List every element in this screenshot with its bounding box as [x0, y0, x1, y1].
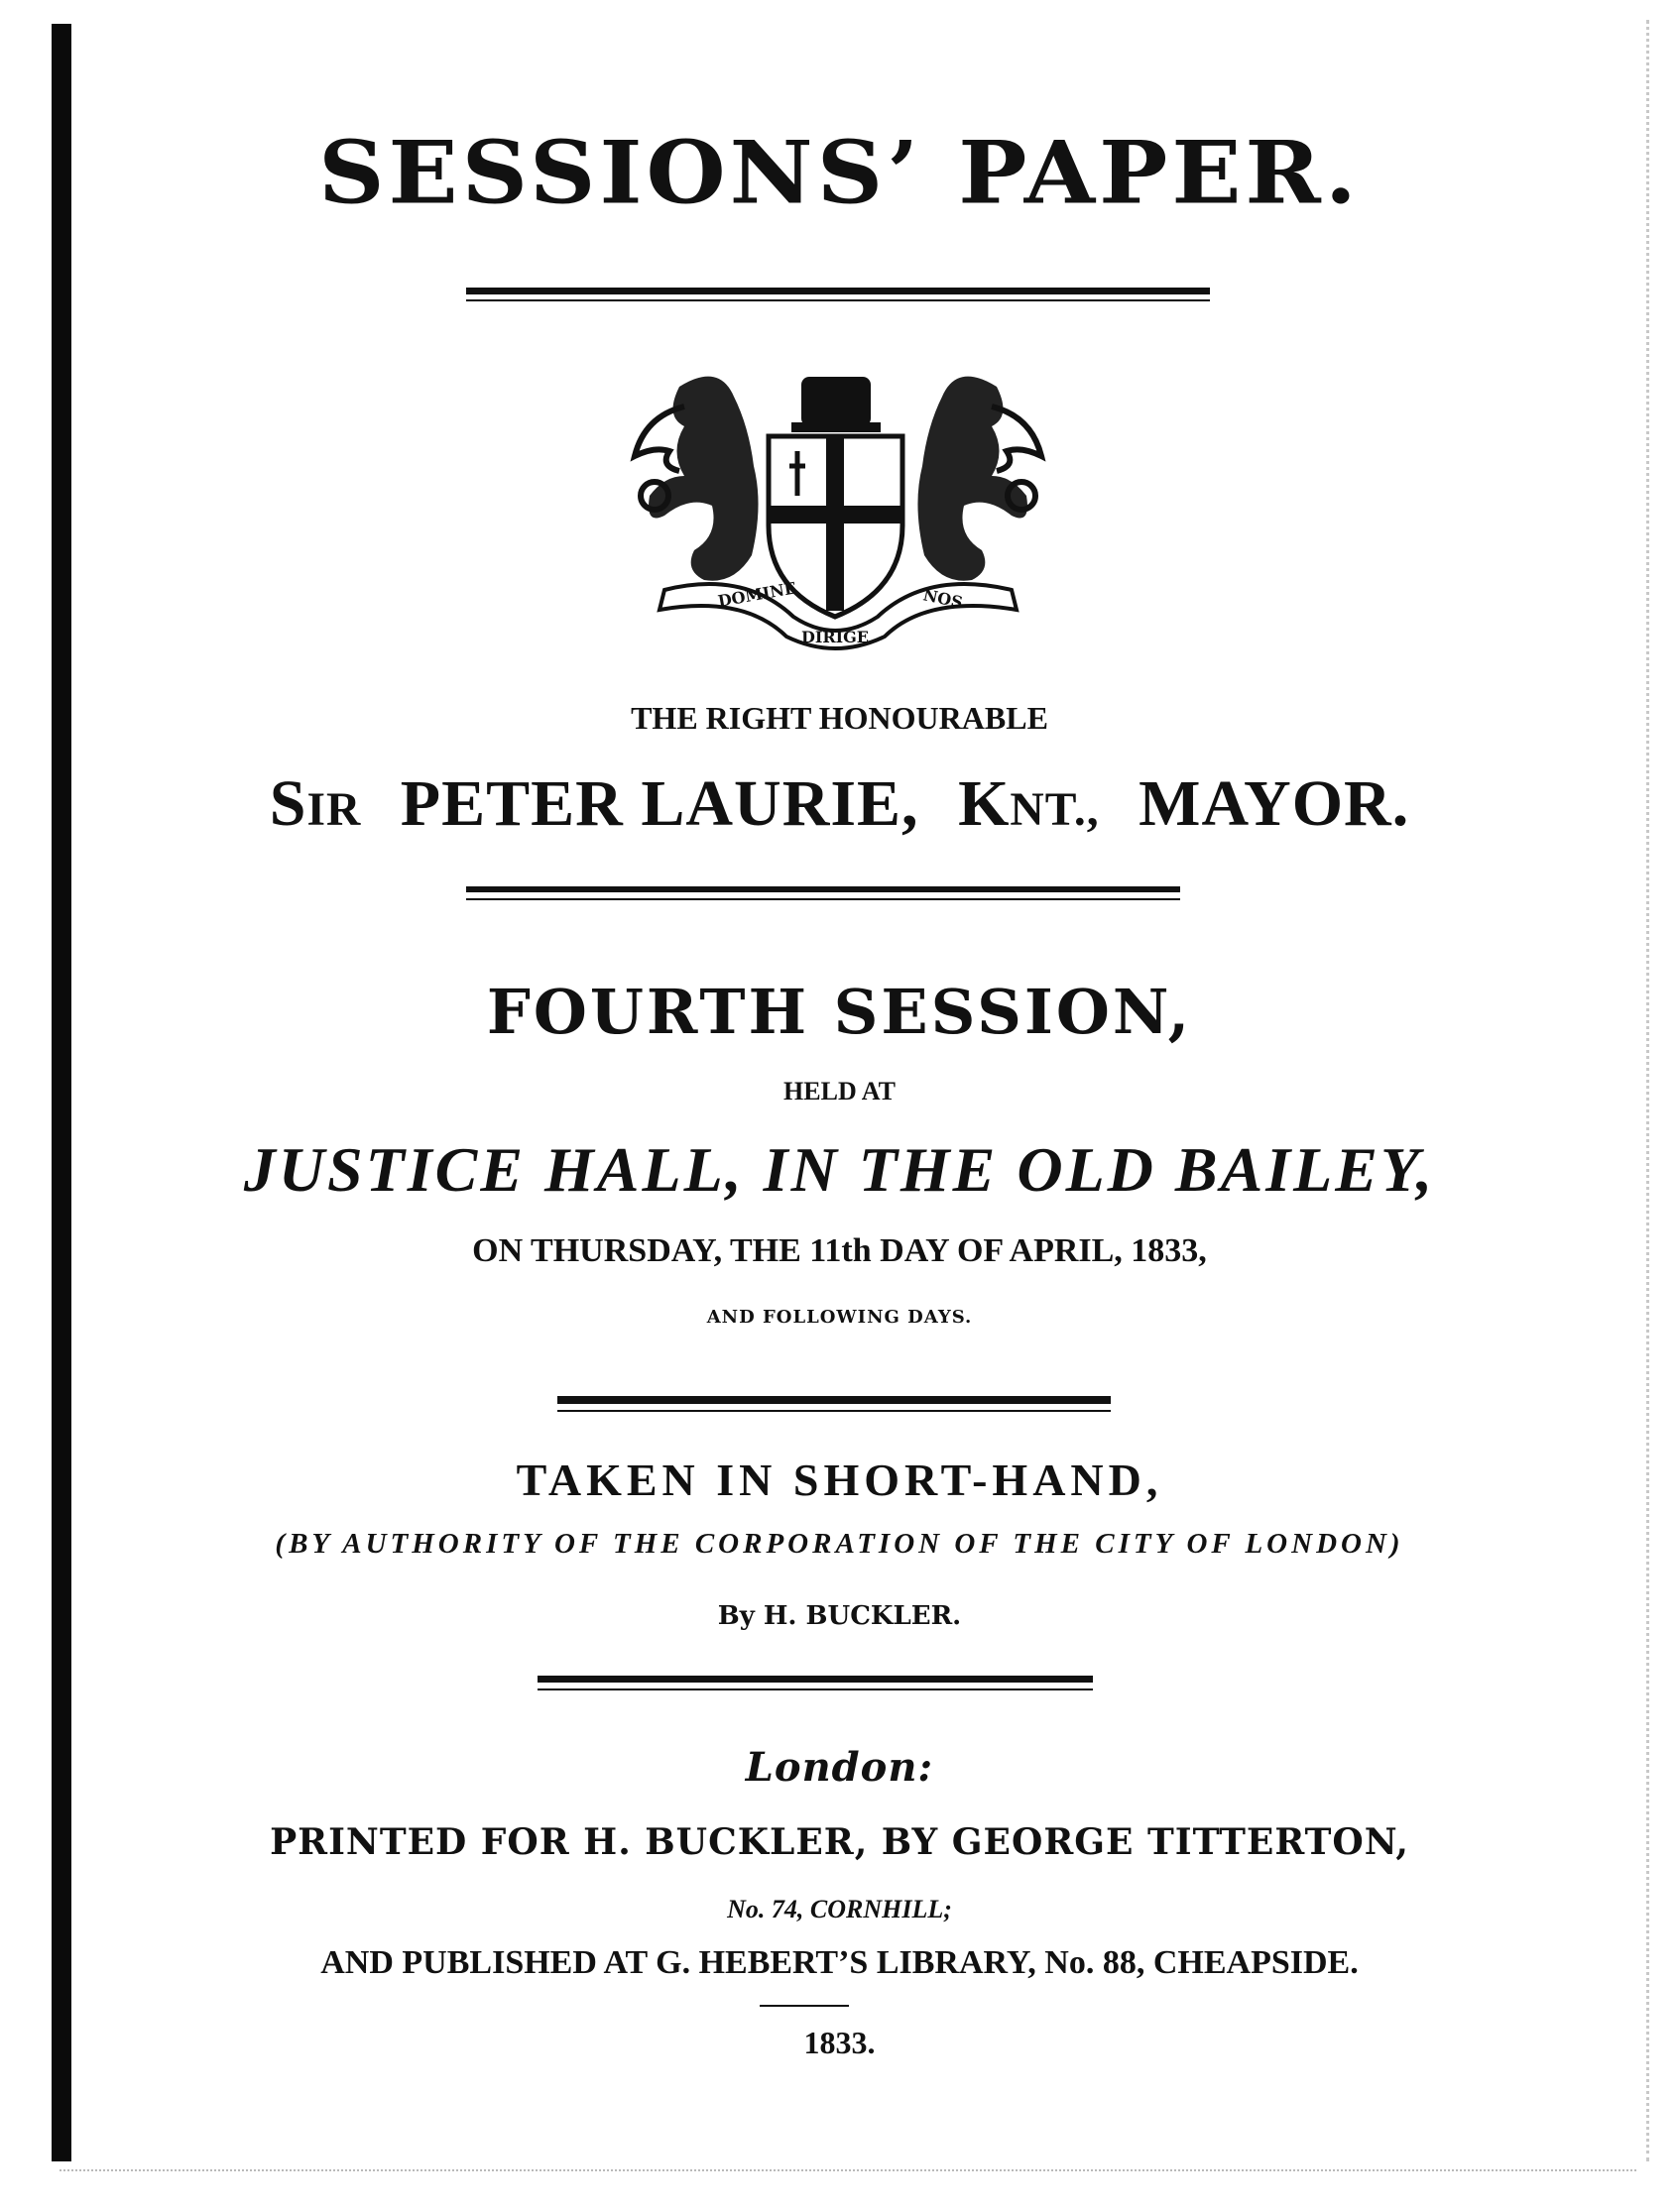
held-at-line: HELD AT	[783, 1077, 896, 1106]
mayor-rule-thin	[466, 898, 1180, 900]
publication-year: 1833.	[803, 2025, 876, 2060]
date-line: ON THURSDAY, THE 11th DAY OF APRIL, 1833,	[472, 1232, 1207, 1269]
session-heading: FOURTH SESSION,	[486, 976, 1193, 1048]
crest-wreath	[791, 422, 881, 432]
imprint-city: London:	[745, 1744, 934, 1791]
reporter-rule-thin	[538, 1688, 1093, 1690]
mayor-name: PETER LAURIE,	[400, 767, 919, 840]
reporter-rule-thick	[538, 1676, 1093, 1683]
sir-rest: IR	[306, 784, 362, 836]
title-rule-thick	[466, 288, 1210, 294]
page-edge-bottom	[60, 2169, 1636, 2171]
shield-cross-vertical	[826, 438, 844, 611]
shield-cross-horizontal	[771, 506, 900, 524]
printer-line: PRINTED FOR H. BUCKLER, BY GEORGE TITTERTON,	[270, 1821, 1409, 1863]
title-rule-thin	[466, 299, 1210, 301]
mayor-rule-thick	[466, 886, 1180, 892]
mayor-line	[0, 767, 1679, 840]
coat-of-arms-icon	[625, 357, 1051, 654]
motto-right: NOS	[921, 585, 965, 613]
knt-rest: NT.,	[1010, 784, 1100, 836]
motto-center: DIRIGE	[801, 628, 869, 646]
left-griffin	[649, 377, 759, 581]
publisher-line: AND PUBLISHED AT G. HEBERT’S LIBRARY, No. 88, CHEAPSIDE.	[320, 1944, 1359, 1981]
knt-initial: K	[958, 767, 1011, 840]
authority-line: (BY AUTHORITY OF THE CORPORATION OF THE CITY OF LONDON)	[275, 1528, 1404, 1560]
year-rule	[760, 2005, 849, 2007]
shorthand-line: TAKEN IN SHORT-HAND,	[516, 1455, 1163, 1505]
session-rule-thick	[557, 1396, 1111, 1404]
printer-address: No. 74, CORNHILL;	[727, 1895, 952, 1923]
sir-initial: S	[269, 767, 307, 840]
following-days-line: AND FOLLOWING DAYS.	[706, 1307, 973, 1328]
right-griffin	[917, 377, 1027, 581]
motto-left: DOMINE	[716, 578, 798, 611]
crest-helmet	[801, 377, 871, 426]
session-rule-thin	[557, 1410, 1111, 1412]
reporter-line: By H. BUCKLER.	[717, 1601, 962, 1631]
venue-line: JUSTICE HALL, IN THE OLD BAILEY,	[243, 1134, 1436, 1205]
mayor-office: MAYOR.	[1139, 767, 1410, 840]
document-title: SESSIONS’ PAPER.	[318, 121, 1361, 224]
honourable-line: THE RIGHT HONOURABLE	[631, 700, 1048, 736]
